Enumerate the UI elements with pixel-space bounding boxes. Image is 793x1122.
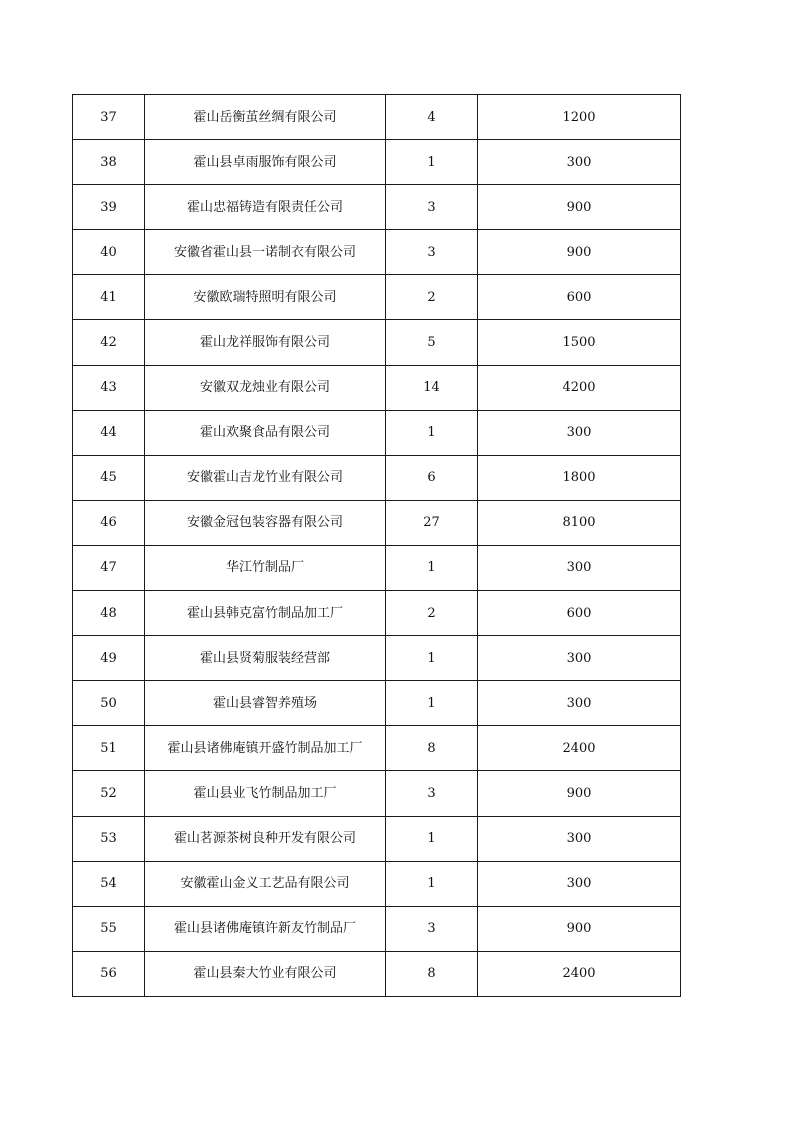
table-row: [73, 95, 681, 140]
company-name-cell: 霍山县诸佛庵镇开盛竹制品加工厂: [145, 726, 386, 771]
count-cell: 6: [386, 455, 478, 500]
row-number-cell: 55: [73, 906, 145, 951]
table-row: [73, 455, 681, 500]
amount-cell: 300: [478, 816, 681, 861]
table-row: [73, 275, 681, 320]
company-name-cell: 安徽霍山吉龙竹业有限公司: [145, 455, 386, 500]
count-cell: 8: [386, 726, 478, 771]
company-name-cell: 霍山县业飞竹制品加工厂: [145, 771, 386, 816]
count-cell: 5: [386, 320, 478, 365]
company-name-cell: 安徽霍山金义工艺品有限公司: [145, 861, 386, 906]
table-row: [73, 771, 681, 816]
row-number-cell: 47: [73, 545, 145, 590]
count-cell: 1: [386, 681, 478, 726]
company-name-cell: 霍山县贤菊服装经营部: [145, 636, 386, 681]
company-name-cell: 安徽双龙烛业有限公司: [145, 365, 386, 410]
row-number-cell: 56: [73, 951, 145, 996]
company-name-cell: 霍山欢聚食品有限公司: [145, 410, 386, 455]
company-name-cell: 霍山忠福铸造有限责任公司: [145, 185, 386, 230]
table-row: [73, 681, 681, 726]
count-cell: 1: [386, 816, 478, 861]
count-cell: 3: [386, 230, 478, 275]
count-cell: 4: [386, 95, 478, 140]
amount-cell: 1200: [478, 95, 681, 140]
count-cell: 1: [386, 410, 478, 455]
amount-cell: 300: [478, 636, 681, 681]
row-number-cell: 40: [73, 230, 145, 275]
amount-cell: 2400: [478, 726, 681, 771]
count-cell: 1: [386, 140, 478, 185]
amount-cell: 900: [478, 906, 681, 951]
amount-cell: 900: [478, 230, 681, 275]
count-cell: 14: [386, 365, 478, 410]
table-row: [73, 951, 681, 996]
table-row: [73, 906, 681, 951]
company-name-cell: 霍山茗源茶树良种开发有限公司: [145, 816, 386, 861]
data-table: [72, 94, 681, 997]
company-name-cell: 霍山龙祥服饰有限公司: [145, 320, 386, 365]
row-number-cell: 42: [73, 320, 145, 365]
amount-cell: 8100: [478, 500, 681, 545]
table-row: [73, 230, 681, 275]
count-cell: 1: [386, 636, 478, 681]
table-row: [73, 140, 681, 185]
count-cell: 3: [386, 185, 478, 230]
row-number-cell: 37: [73, 95, 145, 140]
row-number-cell: 44: [73, 410, 145, 455]
row-number-cell: 53: [73, 816, 145, 861]
table-body: [73, 95, 681, 997]
row-number-cell: 45: [73, 455, 145, 500]
amount-cell: 1800: [478, 455, 681, 500]
row-number-cell: 50: [73, 681, 145, 726]
table-row: [73, 185, 681, 230]
company-name-cell: 霍山县卓雨服饰有限公司: [145, 140, 386, 185]
amount-cell: 300: [478, 140, 681, 185]
row-number-cell: 43: [73, 365, 145, 410]
company-name-cell: 霍山县诸佛庵镇许新友竹制品厂: [145, 906, 386, 951]
table-row: [73, 320, 681, 365]
amount-cell: 300: [478, 545, 681, 590]
amount-cell: 900: [478, 771, 681, 816]
table-row: [73, 726, 681, 771]
table-row: [73, 545, 681, 590]
count-cell: 8: [386, 951, 478, 996]
count-cell: 1: [386, 545, 478, 590]
company-name-cell: 霍山县睿智养殖场: [145, 681, 386, 726]
table-row: [73, 636, 681, 681]
count-cell: 27: [386, 500, 478, 545]
row-number-cell: 51: [73, 726, 145, 771]
row-number-cell: 48: [73, 591, 145, 636]
row-number-cell: 38: [73, 140, 145, 185]
amount-cell: 1500: [478, 320, 681, 365]
company-name-cell: 安徽欧瑞特照明有限公司: [145, 275, 386, 320]
count-cell: 2: [386, 591, 478, 636]
company-name-cell: 安徽金冠包装容器有限公司: [145, 500, 386, 545]
amount-cell: 600: [478, 275, 681, 320]
row-number-cell: 52: [73, 771, 145, 816]
table-row: [73, 365, 681, 410]
amount-cell: 600: [478, 591, 681, 636]
amount-cell: 300: [478, 861, 681, 906]
count-cell: 3: [386, 906, 478, 951]
company-name-cell: 华江竹制品厂: [145, 545, 386, 590]
table-row: [73, 816, 681, 861]
company-name-cell: 霍山县韩克富竹制品加工厂: [145, 591, 386, 636]
company-name-cell: 霍山岳衡茧丝绸有限公司: [145, 95, 386, 140]
row-number-cell: 49: [73, 636, 145, 681]
table-row: [73, 500, 681, 545]
amount-cell: 300: [478, 410, 681, 455]
row-number-cell: 41: [73, 275, 145, 320]
row-number-cell: 54: [73, 861, 145, 906]
count-cell: 2: [386, 275, 478, 320]
count-cell: 3: [386, 771, 478, 816]
table-row: [73, 861, 681, 906]
amount-cell: 300: [478, 681, 681, 726]
company-name-cell: 安徽省霍山县一诺制衣有限公司: [145, 230, 386, 275]
row-number-cell: 39: [73, 185, 145, 230]
amount-cell: 2400: [478, 951, 681, 996]
table-row: [73, 591, 681, 636]
count-cell: 1: [386, 861, 478, 906]
company-name-cell: 霍山县秦大竹业有限公司: [145, 951, 386, 996]
row-number-cell: 46: [73, 500, 145, 545]
amount-cell: 900: [478, 185, 681, 230]
table-row: [73, 410, 681, 455]
amount-cell: 4200: [478, 365, 681, 410]
